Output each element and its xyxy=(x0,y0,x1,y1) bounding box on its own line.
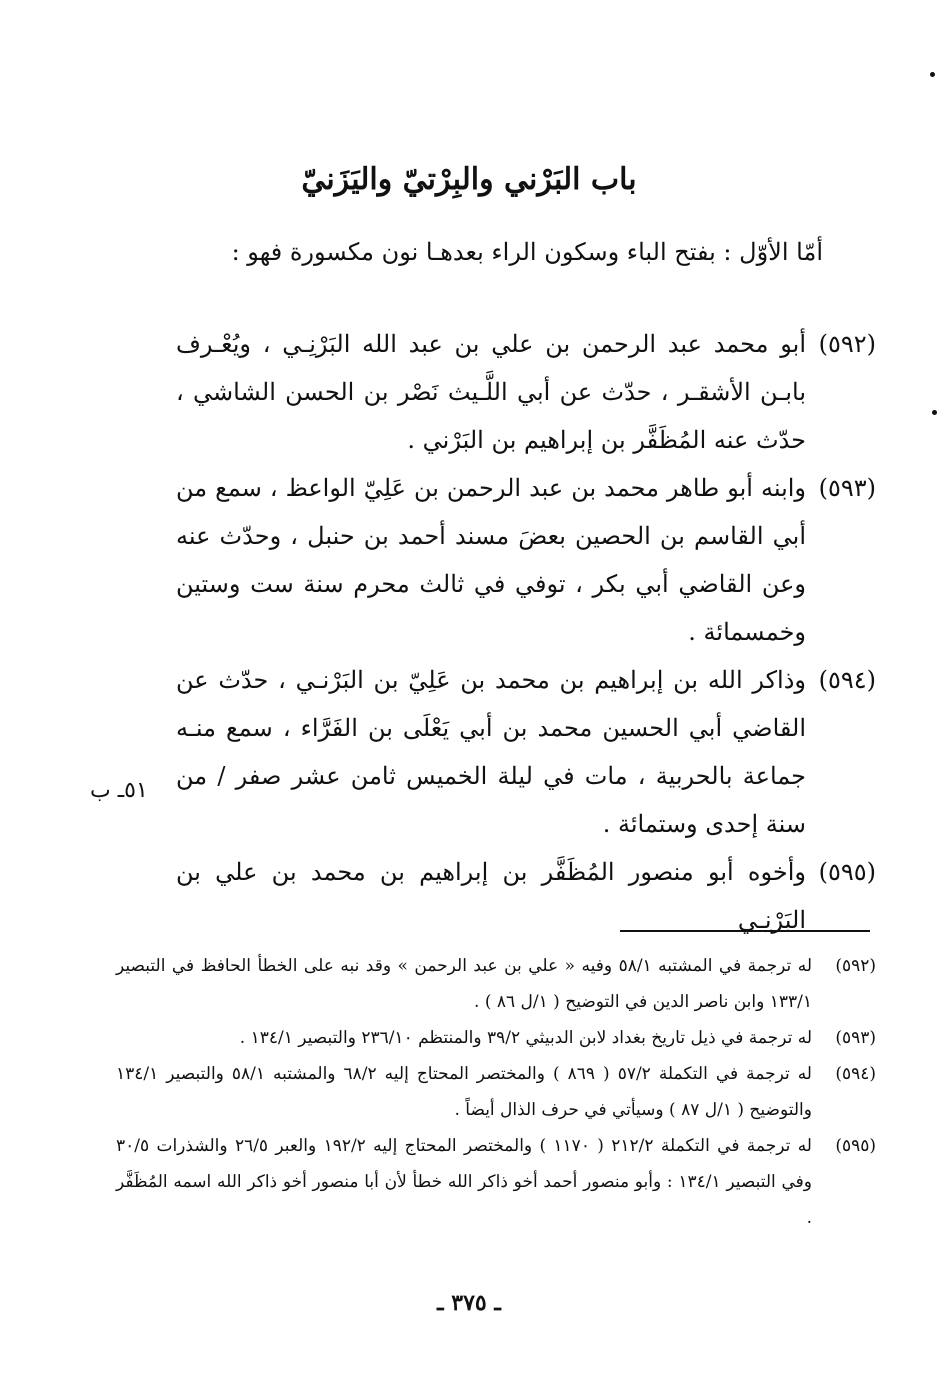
entries-list xyxy=(176,320,876,944)
footnote-592 xyxy=(116,948,876,1020)
entry-number: (٥٩٣) xyxy=(818,474,876,502)
footnote-divider xyxy=(620,930,870,932)
entry-text: وابنه أبو طاهر محمد بن عبد الرحمن بن عَلِيّ الواعظ ، سمع من أبي القاسم بن الحصين بعضَ مسند أحمد بن حنبل ، وحدّث عنه وعن القاضي أبي بكر ، توفي في ثالث محرم سنة ست وستين وخمسمائة . xyxy=(176,474,806,646)
footnote-text: له ترجمة في التكملة ٥٧/٢ ( ٨٦٩ ) والمختصر المحتاج إليه ٦٨/٢ والمشتبه ٥٨/١ والتبصير ١٣٤/١ والتوضيح ( ١/ل ٨٧ ) وسيأتي في حرف الذال أيضاً . xyxy=(116,1064,812,1120)
footnote-text: له ترجمة في ذيل تاريخ بغداد لابن الدبيثي ٣٩/٢ والمنتظم ٢٣٦/١٠ والتبصير ١٣٤/١ . xyxy=(239,1028,812,1048)
entry-593 xyxy=(176,464,876,656)
chapter-title: باب البَرْني والبِرْتيّ واليَزَنيّ xyxy=(301,162,637,197)
footnote-number: (٥٩٤) xyxy=(835,1064,876,1084)
footnote-number: (٥٩٥) xyxy=(835,1136,876,1156)
entry-592 xyxy=(176,320,876,464)
footnote-number: (٥٩٢) xyxy=(835,956,876,976)
entry-594 xyxy=(176,656,876,848)
intro-paragraph: أمّا الأوّل : بفتح الباء وسكون الراء بعدهـا نون مكسورة فهو : xyxy=(231,238,823,266)
manuscript-folio-note: ٥١ـ ب xyxy=(90,778,148,803)
footnote-595 xyxy=(116,1128,876,1236)
page-number: ـ ٣٧٥ ـ xyxy=(437,1290,501,1316)
footnote-text: له ترجمة في المشتبه ٥٨/١ وفيه « علي بن عبد الرحمن » وقد نبه على الخطأ الحافظ في التبصير ١٣٣/١ وابن ناصر الدين في التوضيح ( ١/ل ٨٦ ) . xyxy=(116,956,812,1012)
scan-speck xyxy=(932,410,937,415)
footnote-594 xyxy=(116,1056,876,1128)
footnote-text: له ترجمة في التكملة ٢١٢/٢ ( ١١٧٠ ) والمختصر المحتاج إليه ١٩٢/٢ والعبر ٢٦/٥ والشذرات ٣٠/٥ وفي التبصير ١٣٤/١ : وأبو منصور أحمد أخو ذاكر الله خطأ لأن أبا منصور أخو ذاكر الله اسمه المُظَفَّر . xyxy=(116,1136,812,1228)
entry-number: (٥٩٢) xyxy=(818,330,876,358)
footnote-593 xyxy=(116,1020,876,1056)
entry-number: (٥٩٥) xyxy=(818,858,876,886)
footnotes xyxy=(116,948,876,1236)
entry-text: أبو محمد عبد الرحمن بن علي بن عبد الله البَرْنِـي ، ويُعْـرف بابـن الأشقـر ، حدّث عن أبي اللَّـيث نَصْر بن الحسن الشاشي ، حدّث عنه المُظَفَّر بن إبراهيم بن البَرْني . xyxy=(176,330,806,454)
scan-speck xyxy=(930,72,935,77)
entry-text: وذاكر الله بن إبراهيم بن محمد بن عَلِيّ بن البَرْنـي ، حدّث عن القاضي أبي الحسين محمد بن أبي يَعْلَى بن الفَرَّاء ، سمع منـه جماعة بالحربية ، مات في ليلة الخميس ثامن عشر صفر / من سنة إحدى وستمائة . xyxy=(176,666,806,838)
entry-text: وأخوه أبو منصور المُظَفَّر بن إبراهيم بن محمد بن علي بن البَرْنِـي xyxy=(176,858,806,934)
entry-number: (٥٩٤) xyxy=(818,666,876,694)
footnote-number: (٥٩٣) xyxy=(835,1028,876,1048)
